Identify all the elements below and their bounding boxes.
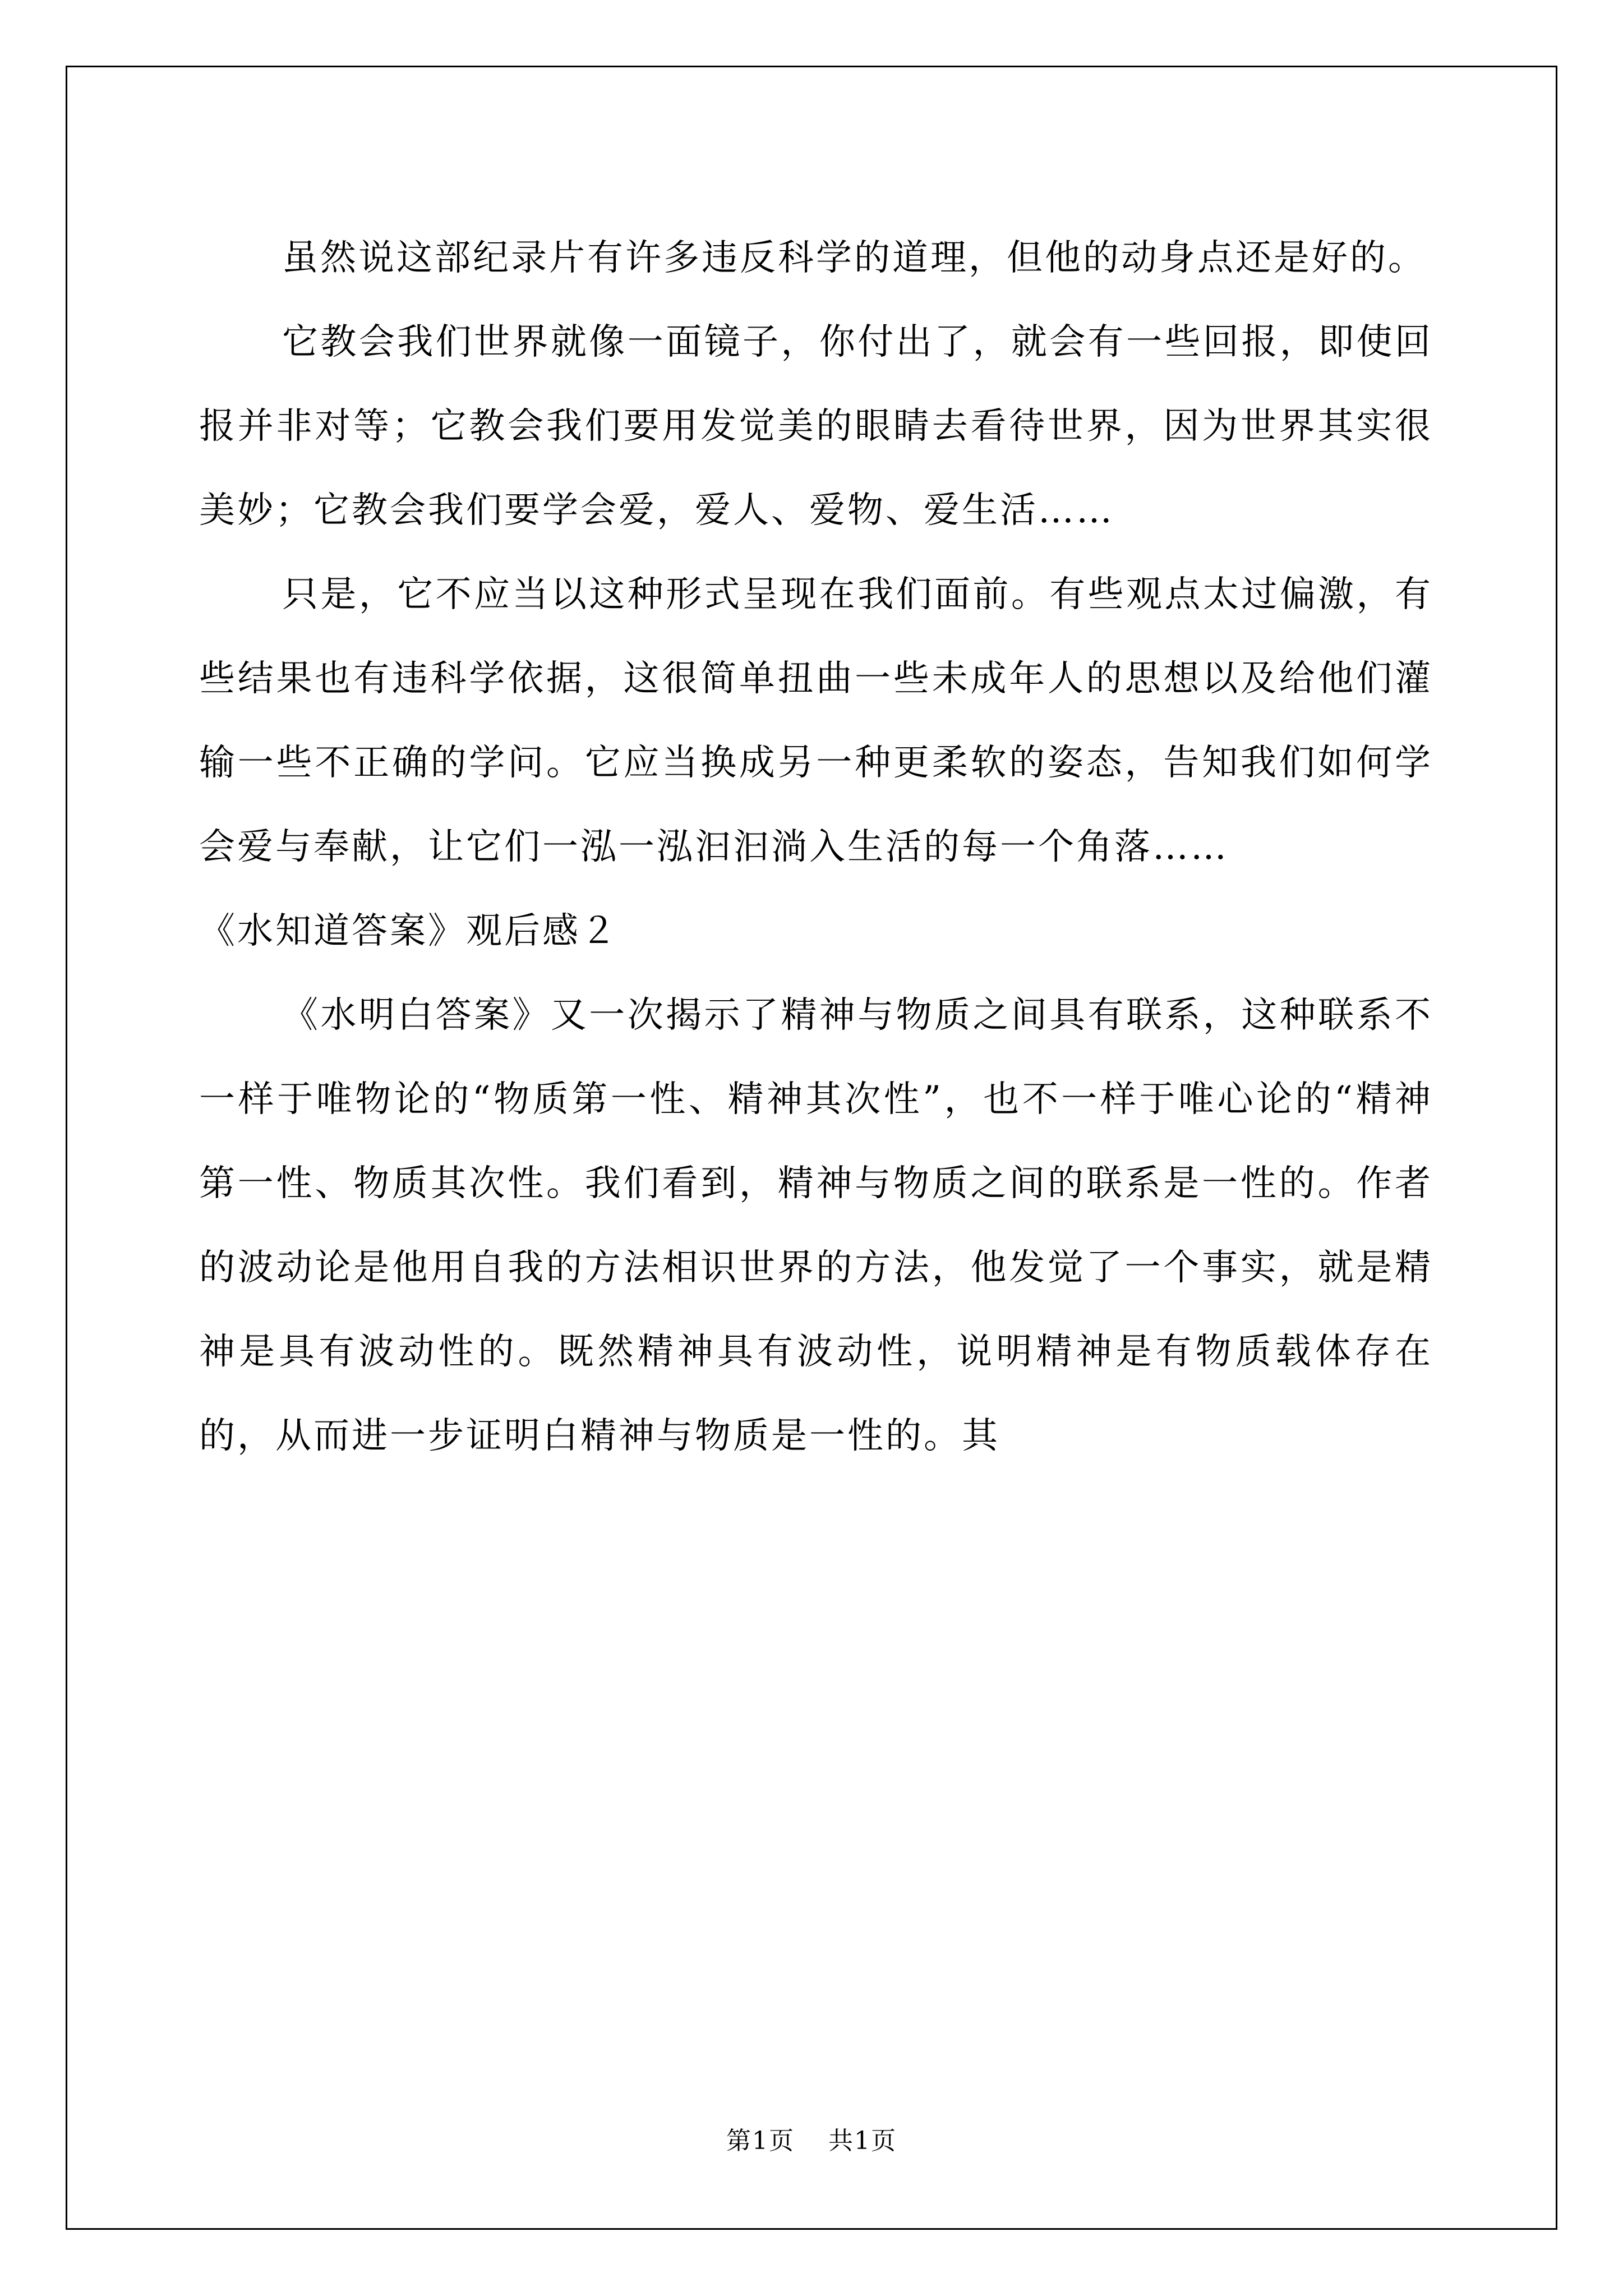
paragraph-2: 它教会我们世界就像一面镜子，你付出了，就会有一些回报，即使回报并非对等；它教会我们要用发觉美的眼睛去看待世界，因为世界其实很美妙；它教会我们要学会爱，爱人、爱物、爱生活…… — [199, 321, 1433, 531]
page-total: 共1页 — [828, 2127, 897, 2155]
page-number: 第1页 — [726, 2127, 795, 2155]
section-heading: 《水知道答案》观后感２ — [199, 910, 619, 952]
paragraph-4: 《水明白答案》又一次揭示了精神与物质之间具有联系，这种联系不一样于唯物论的“物质第一性、精神其次性”，也不一样于唯心论的“精神第一性、物质其次性。我们看到，精神与物质之间的联系是一性的。作者的波动论是他用自我的方法相识世界的方法，他发觉了一个事实，就是精神是具有波动性的。既然精神具有波动性，说明精神是有物质载体存在的，从而进一步证明白精神与物质是一性的。其 — [199, 995, 1433, 1457]
paragraph-3: 只是，它不应当以这种形式呈现在我们面前。有些观点太过偏激，有些结果也有违科学依据，这很简单扭曲一些未成年人的思想以及给他们灌输一些不正确的学问。它应当换成另一种更柔软的姿态，告知我们如何学会爱与奉献，让它们一泓一泓汩汩淌入生活的每一个角落…… — [199, 574, 1433, 868]
page-footer — [0, 2120, 1623, 2156]
document-body — [199, 216, 1433, 1478]
paragraph-1: 虽然说这部纪录片有许多违反科学的道理，但他的动身点还是好的。 — [282, 237, 1426, 279]
